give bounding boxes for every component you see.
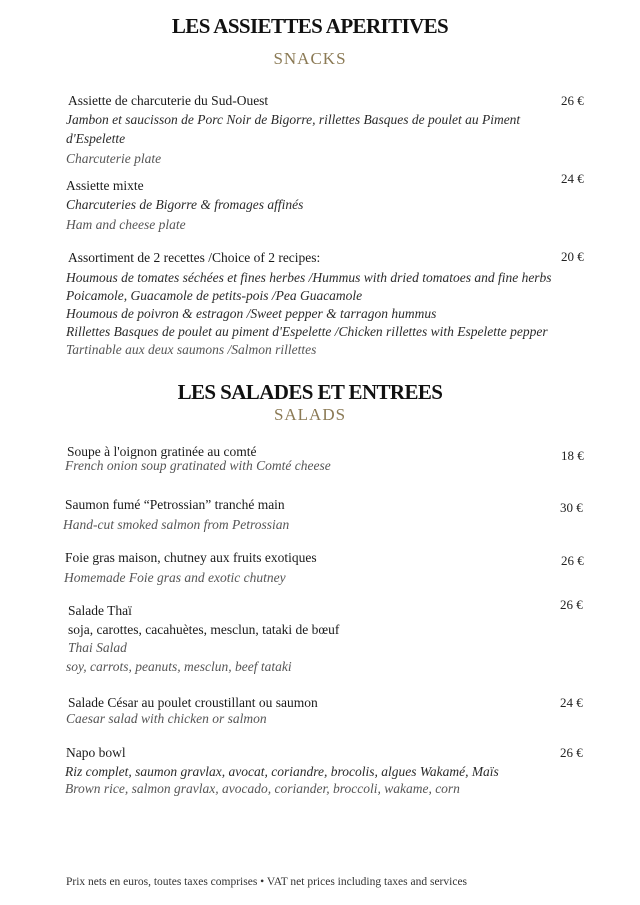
item-price: 26 € [560,597,583,612]
item-description-fr: Jambon et saucisson de Porc Noir de Bigorre, rillettes Basques de poulet au Piment [66,112,521,127]
item-name: Assiette mixte [66,178,144,193]
item-price: 24 € [561,171,584,186]
item-price: 20 € [561,249,584,264]
item-price: 26 € [561,93,584,108]
recipe-option: Tartinable aux deux saumons /Salmon rillettes [66,342,317,357]
item-description-en: Charcuterie plate [66,151,162,166]
recipe-option: Houmous de poivron & estragon /Sweet pepper & tarragon hummus [66,306,437,321]
item-name: Saumon fumé “Petrossian” tranché main [65,497,285,512]
section-title-snacks: LES ASSIETTES APERITIVES [171,14,449,38]
item-price: 26 € [561,553,584,568]
section-subtitle-snacks: SNACKS [273,49,347,68]
item-name: Assortiment de 2 recettes /Choice of 2 recipes: [68,250,321,265]
section-subtitle-salads: SALADS [273,405,347,424]
item-name: Salade Thaï [68,603,132,618]
item-price: 18 € [561,448,584,463]
item-description-en: soy, carrots, peanuts, mesclun, beef tataki [66,659,292,674]
item-name: Salade César au poulet croustillant ou saumon [68,695,318,710]
item-price: 24 € [560,695,583,710]
item-name-en: Thai Salad [68,640,127,655]
item-description-fr: d'Espelette [66,131,126,146]
item-price: 26 € [560,745,583,760]
item-name: Soupe à l'oignon gratinée au comté [67,444,257,459]
item-description-en: Homemade Foie gras and exotic chutney [64,570,286,585]
item-description-en: Ham and cheese plate [66,217,186,232]
item-description-fr: soja, carottes, cacahuètes, mesclun, tataki de bœuf [68,622,340,637]
item-name: Foie gras maison, chutney aux fruits exotiques [65,550,317,565]
item-description-en: Brown rice, salmon gravlax, avocado, coriander, broccoli, wakame, corn [65,781,460,796]
item-name: Assiette de charcuterie du Sud-Ouest [68,93,269,108]
recipe-option: Poicamole, Guacamole de petits-pois /Pea Guacamole [66,288,363,303]
item-description-en: Hand-cut smoked salmon from Petrossian [63,517,290,532]
item-name: Napo bowl [66,745,126,760]
item-description-fr: Charcuteries de Bigorre & fromages affinés [66,197,304,212]
item-description-en: French onion soup gratinated with Comté cheese [65,458,331,473]
recipe-option: Rillettes Basques de poulet au piment d'Espelette /Chicken rillettes with Espelette pepper [66,324,548,339]
item-description-fr: Riz complet, saumon gravlax, avocat, coriandre, brocolis, algues Wakamé, Maïs [65,764,499,779]
item-price: 30 € [560,500,583,515]
section-title-salads: LES SALADES ET ENTREES [177,380,443,404]
recipe-option: Houmous de tomates séchées et fines herbes /Hummus with dried tomatoes and fine herbs [66,270,552,285]
item-description-en: Caesar salad with chicken or salmon [66,711,267,726]
footer-note: Prix nets en euros, toutes taxes comprises • VAT net prices including taxes and services [66,876,468,888]
